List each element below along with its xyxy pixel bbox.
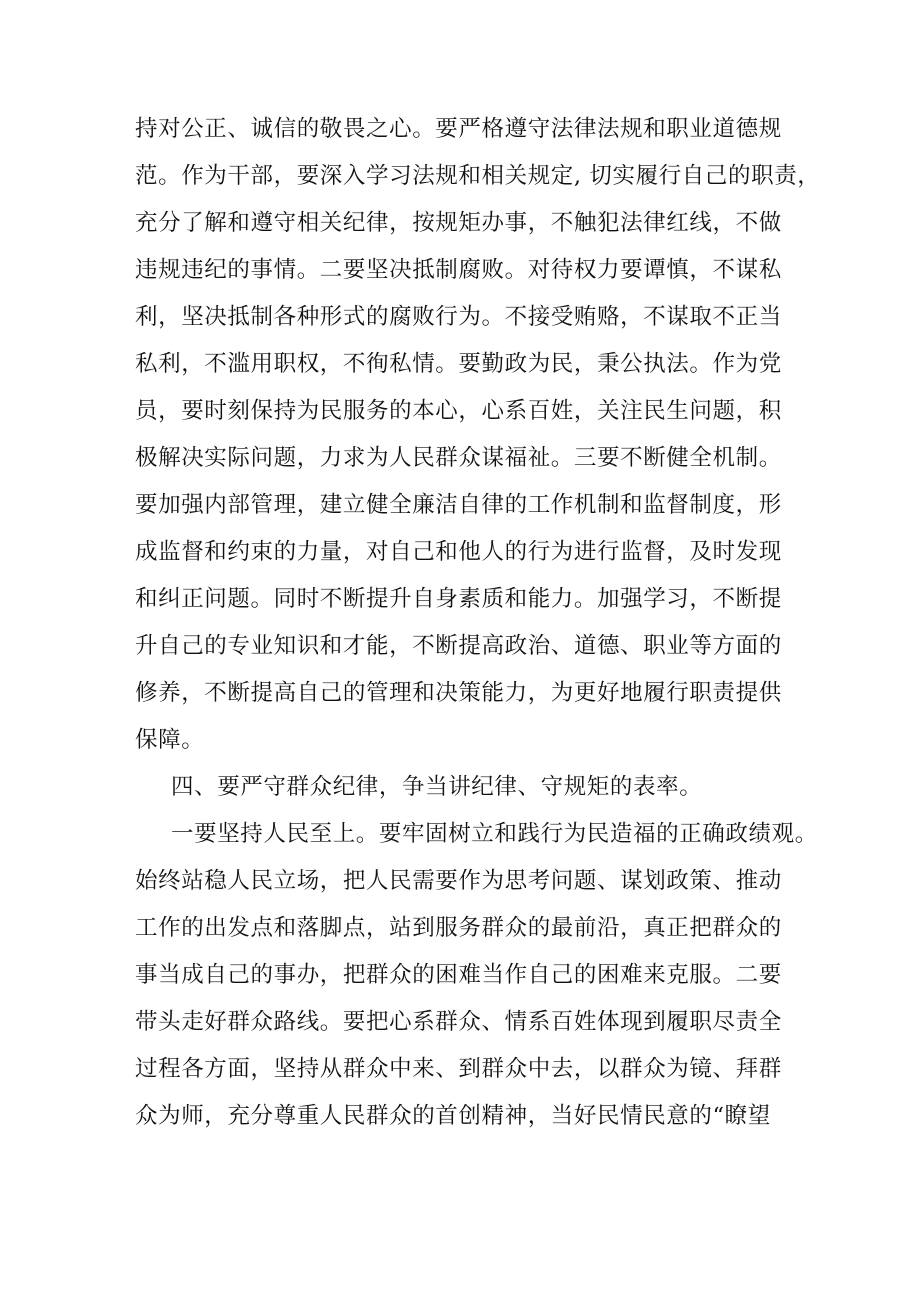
text-line: 持对公正、诚信的敬畏之心。要严格遵守法律法规和职业道德规: [135, 116, 782, 142]
text-line: 和纠正问题。同时不断提升自身素质和能力。加强学习，不断提: [135, 586, 782, 612]
text-line: 事当成自己的事办，把群众的困难当作自己的困难来克服。二要: [135, 962, 782, 988]
text-line: 始终站稳人民立场，把人民需要作为思考问题、谋划政策、推动: [135, 868, 782, 894]
document-body: [135, 106, 821, 1140]
text-line: 保障。: [135, 727, 205, 753]
text-line: 升自己的专业知识和才能，不断提高政治、道德、职业等方面的: [135, 633, 782, 659]
text-line: 过程各方面，坚持从群众中来、到群众中去，以群众为镜、拜群: [135, 1056, 782, 1082]
text-line: 利，坚决抵制各种形式的腐败行为。不接受贿赂，不谋取不正当: [135, 304, 782, 330]
text-line: 众为师，充分尊重人民群众的首创精神，当好民情民意的“瞭望: [135, 1103, 771, 1129]
text-line: 修养，不断提高自己的管理和决策能力，为更好地履行职责提供: [135, 680, 782, 706]
text-line: 范。作为干部，要深入学习法规和相关规定, 切实履行自己的职责，: [135, 163, 821, 189]
section-heading: 四、要严守群众纪律，争当讲纪律、守规矩的表率。: [171, 774, 703, 800]
text-line: 私利，不滥用职权，不徇私情。要勤政为民，秉公执法。作为党: [135, 351, 782, 377]
text-line: 违规违纪的事情。二要坚决抵制腐败。对待权力要谭慎，不谋私: [135, 257, 782, 283]
text-line: 带头走好群众路线。要把心系群众、情系百姓体现到履职尽责全: [135, 1009, 782, 1035]
text-line: 员，要时刻保持为民服务的本心，心系百姓，关注民生问题，积: [135, 398, 782, 424]
text-line: 极解决实际问题，力求为人民群众谋福祉。三要不断健全机制。: [135, 445, 782, 471]
text-line: 要加强内部管理，建立健全廉洁自律的工作机制和监督制度，形: [135, 492, 782, 518]
text-line: 工作的出发点和落脚点，站到服务群众的最前沿，真正把群众的: [135, 915, 782, 941]
text-line: 一要坚持人民至上。要牢固树立和践行为民造福的正确政绩观。: [171, 821, 818, 847]
text-line: 成监督和约束的力量，对自己和他人的行为进行监督，及时发现: [135, 539, 782, 565]
text-line: 充分了解和遵守相关纪律，按规矩办事，不触犯法律红线，不做: [135, 210, 782, 236]
